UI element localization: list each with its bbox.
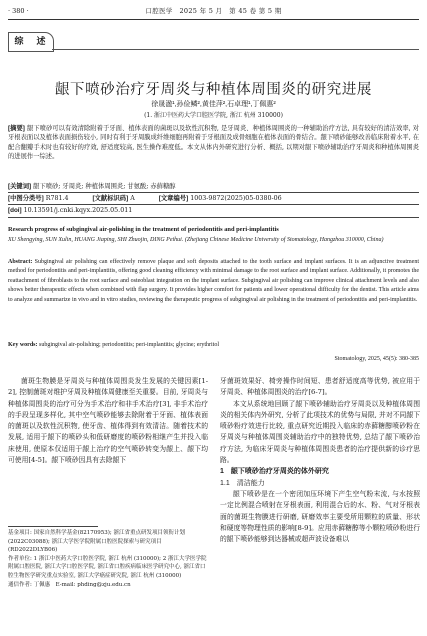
journal-name: 口腔医学 2025 年 5 月 第 45 卷 第 5 期 xyxy=(145,7,282,15)
classification-divider xyxy=(8,204,419,205)
subsection-heading: 1.1 清洁能力 xyxy=(220,479,265,487)
clc-value: R781.4 xyxy=(45,195,69,202)
running-header xyxy=(8,5,419,17)
footnote xyxy=(8,529,208,589)
body-paragraph: 菌斑生物膜是牙周炎与种植体周围炎发生发展的关键因素[1-2], 控制菌斑对维护牙周及种植体周健康至关重要。目前, 牙周炎与种植体周围炎的治疗可分为手术治疗和非手术治疗[3], 非手术治疗的手段呈现多样化, 其中空气喷砂能够去除附着于牙面、植体表面的菌斑以及软性沉积物, 使牙齿、植体得到有效清洁。随着技术的发展, 适用于龈下的喷砂头和低研磨度的喷砂粉相继产生并投入临床使用, 使原本仅适用于龈上治疗的空气喷砂转变为龈上、龈下均可使用[4-5]。龈下喷砂因具有去除龈下 xyxy=(8,377,208,465)
keywords-text: 龈下喷砂; 牙周炎; 种植体周围炎; 甘氨酸; 赤藓糖醇 xyxy=(33,183,176,190)
english-abstract-label: Abstract: xyxy=(8,259,33,265)
article-no-value: 1003-9872(2025)05-0380-06 xyxy=(190,195,282,202)
section-heading: 1 龈下喷砂治疗牙周炎的体外研究 xyxy=(220,468,329,476)
doi-value: 10.13591/j.cnki.kqyx.2025.05.011 xyxy=(23,207,133,214)
abstract-text: 龈下喷砂可以有效清除附着于牙面、植体表面的菌斑以及软性沉积物, 是牙周炎、种植体周围炎的一种辅助治疗方法, 具有较好的清洁效率, 对牙根表面以及植体表面损伤较小, 同时有利于牙周膜成纤维细胞再附着于牙根面及成骨细胞在植体表面的骨结合。龈下喷砂能够改善临床附着水平, 在配合翻瓣手术时也有较好的疗效, 舒适度较高, 医生操作难度低。本文从体内外研究进行分析、概括, 以期对龈下喷砂辅助治疗牙周炎和种植体周围炎的进展作一综述。 xyxy=(8,125,420,160)
abstract-cn xyxy=(8,124,419,161)
footnote-affiliation: 作者单位: 1 浙江中医药大学口腔医学院, 浙江 杭州 (310000); 2 浙江大学医学院附属口腔医院, 浙江大学口腔医学院, 浙江省口腔疾病临床医学研究中心, 浙江省口腔生物医学研究重点实验室, 浙江大学癌症研究院, 浙江 杭州 (310000) xyxy=(8,555,207,579)
doi-label: [doi] xyxy=(8,207,22,214)
footnote-divider xyxy=(8,526,98,527)
section-badge: 综 述 xyxy=(8,32,54,52)
english-authors: XU Shengying, SUN Xulin, HUANG Jiaping, SHI Zhuojin, DING Peihui. (Zhejiang Chinese Medicine University of Stomatology, Hangzhou 310000, China) xyxy=(8,237,384,243)
keywords-label: [关键词] xyxy=(8,183,32,190)
footnote-correspondence: 通信作者: 丁佩惠 E-mail: phding@zju.edu.cn xyxy=(8,581,131,588)
abstract-label: [摘要] xyxy=(8,125,25,132)
english-keywords-text: subgingival air-polishing; periodontitis; peri-implantitis; glycine; erythritol xyxy=(39,342,220,348)
doc-code-value: A xyxy=(130,195,135,202)
clc-label: [中图分类号] xyxy=(8,195,44,202)
author-list: 徐晟溋¹,孙俭鳞²,黄佳萍²,石卓理¹,丁佩惠² xyxy=(151,101,276,108)
body-paragraph: 牙菌斑效果好、椅旁操作时间短、患者舒适度高等优势, 被应用于牙周炎、种植体周围炎的治疗[6-7]。 xyxy=(220,377,420,397)
badge-divider xyxy=(52,49,419,50)
citation-line: Stomatology, 2025, 45(5): 380-385 xyxy=(334,356,419,362)
footnote-fund: 基金项目: 国家自然科学基金(82170953); 浙江省重点研发项目领衔计划(2022C03088); 浙江大学医学院附属口腔医院探索与研究项目(RD2022DLYB06) xyxy=(8,530,185,554)
page-number: · 380 · xyxy=(8,7,29,15)
english-title: Research progress of subgingival air-polishing in the treatment of periodontitis and peri-implantitis xyxy=(8,226,279,233)
body-column-right xyxy=(220,376,420,545)
english-keywords-label: Key words: xyxy=(8,342,38,348)
keywords-divider xyxy=(8,192,419,193)
keywords-cn xyxy=(8,182,176,191)
body-paragraph: 龈下喷砂是在一个密闭加压环境下产生空气粉末流, 与水按照一定比例混合喷射在牙根表面, 利用混合后的水、粉、气对牙根表面的菌斑生物膜进行研磨, 研磨效率主要受所用颗粒的质量、形状和硬度等物理性质的影响[8-9]。应用赤藓糖醇等小颗粒喷砂粉进行的龈下喷砂能够到达器械或超声波设备难以 xyxy=(220,489,420,544)
article-title: 龈下喷砂治疗牙周炎与种植体周围炎的研究进展 xyxy=(54,82,373,98)
doi-line xyxy=(8,206,132,215)
body-paragraph: 本文从系统地回顾了龈下喷砂辅助治疗牙周炎以及种植体周围炎的相关体内外研究, 分析了此项技术的优势与局限, 并对不同龈下喷砂粉疗效进行比较, 重点研究近期投入临床的赤藓糖醇喷砂粉在牙周炎与种植体周围炎辅助治疗中的独特优势, 总结了龈下喷砂治疗方法, 为临床牙周炎与种植体周围炎患者的治疗提供新的诊疗思路。 xyxy=(220,399,420,465)
affiliation: (1. 浙江中医药大学口腔医学院, 浙江 杭州 310000) xyxy=(144,112,283,119)
english-abstract xyxy=(8,258,419,305)
doc-code-label: [文献标识码] xyxy=(92,195,129,202)
english-keywords xyxy=(8,342,419,348)
body-column-left xyxy=(8,376,208,466)
classification-line xyxy=(8,194,282,203)
header-divider xyxy=(8,19,419,20)
doi-divider xyxy=(8,217,419,218)
english-abstract-text: Subgingival air polishing can effectively remove plaque and soft deposits attached to the tooth surface and implant surfaces. It is an adjunctive treatment method for periodontitis and peri-implantitis, offering good cleaning efficiency with minimal damage to the root surface and implant surface. Additionally, it promotes the reattachment of fibroblasts to the root surface and osteoblast integration on the implant surface. Subgingival air polishing can improve clinical attachment levels and also shows better therapeutic effects when combined with flap surgery. It provides higher comfort for patients and lower operational difficulty for the dentist. This article aims to analyze and summarize in vivo and in vitro studies, reviewing the therapeutic progress of subgingival air polishing in the treatment of periodontitis and peri-implantitis. xyxy=(8,259,420,303)
article-no-label: [文章编号] xyxy=(158,195,189,202)
